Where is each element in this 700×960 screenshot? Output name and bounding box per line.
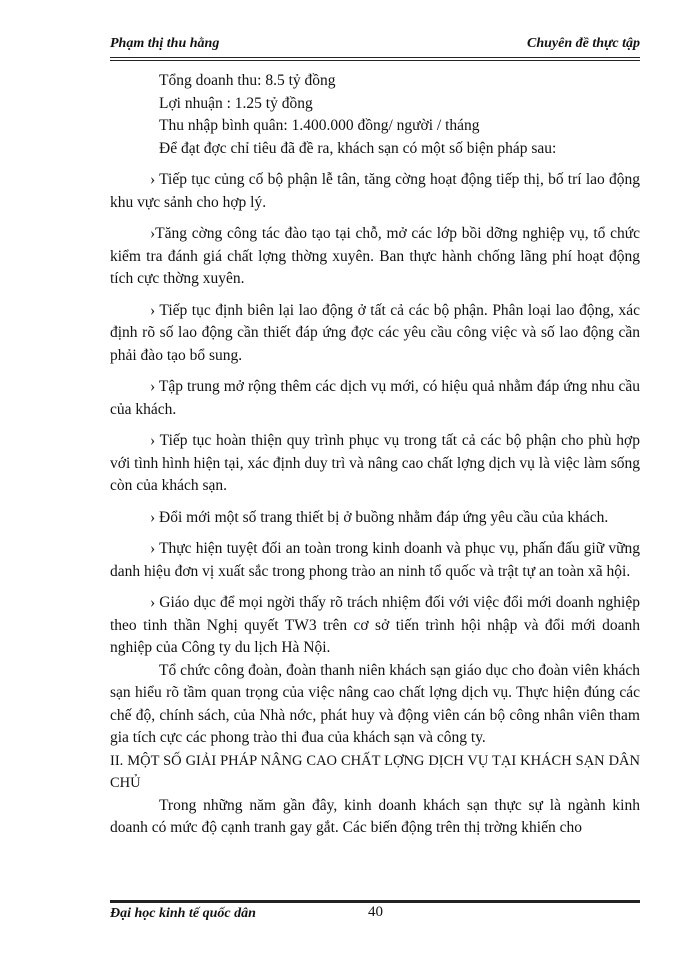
footer-rule xyxy=(110,900,640,903)
union-paragraph: Tổ chức công đoàn, đoàn thanh niên khách sạn giáo dục cho đoàn viên khách sạn hiểu rõ tầm quan trọng của việc nâng cao chất lợng dịch vụ. Thực hiện đúng các chế độ, chính sách, của Nhà nớc, phát huy và động viên cán bộ công nhân viên tham gia tích cực các phong trào thi đua của khách sạn và công ty. xyxy=(110,661,640,746)
income-line: Thu nhập bình quân: 1.400.000 đồng/ người / tháng xyxy=(159,117,480,134)
revenue-line: Tổng doanh thu: 8.5 tỷ đồng xyxy=(159,72,336,89)
measure-item: › Tiếp tục củng cố bộ phận lễ tân, tăng cờng hoạt động tiếp thị, bố trí lao động khu vực sảnh cho hợp lý. xyxy=(110,171,640,211)
document-body xyxy=(110,70,640,840)
page-number: 40 xyxy=(368,904,383,920)
measure-item: › Đổi mới một số trang thiết bị ở buồng nhằm đáp ứng yêu cầu của khách. xyxy=(150,508,609,526)
section-paragraph: Trong những năm gần đây, kinh doanh khách sạn thực sự là ngành kinh doanh có mức độ cạnh tranh gay gắt. Các biến động trên thị trờng khiến cho xyxy=(110,796,640,836)
intro-line: Để đạt đợc chỉ tiêu đã đề ra, khách sạn có một số biện pháp sau: xyxy=(159,139,557,157)
measure-item: › Thực hiện tuyệt đối an toàn trong kinh doanh và phục vụ, phấn đấu giữ vững danh hiệu đơn vị xuất sắc trong phong trào an ninh tổ quốc và trật tự an toàn xã hội. xyxy=(110,540,640,580)
section-heading: II. MỘT SỐ GIẢI PHÁP NÂNG CAO CHẤT LỢNG DỊCH VỤ TẠI KHÁCH SẠN DÂN CHỦ xyxy=(110,752,640,791)
page-header xyxy=(110,36,640,56)
header-rule-secondary xyxy=(110,60,640,61)
header-title: Chuyên đề thực tập xyxy=(526,36,640,51)
measure-item: ›Tăng cờng công tác đào tạo tại chỗ, mở các lớp bồi dỡng nghiệp vụ, tổ chức kiểm tra đánh giá chất lợng thờng xuyên. Ban thực hành chống lãng phí hoạt động tích cực thờng xuyên. xyxy=(110,225,640,287)
header-author: Phạm thị thu hằng xyxy=(110,36,220,51)
measure-item: › Giáo dục để mọi ngời thấy rõ trách nhiệm đối với việc đổi mới doanh nghiệp theo tinh thần Nghị quyết TW3 trên cơ sở tiến trình hội nhập và đổi mới doanh nghiệp của Công ty du lịch Hà Nội. xyxy=(110,594,640,656)
measure-item: › Tiếp tục hoàn thiện quy trình phục vụ trong tất cả các bộ phận cho phù hợp với tình hình hiện tại, xác định duy trì và nâng cao chất lợng dịch vụ là việc làm sống còn của khách sạn. xyxy=(110,432,640,494)
footer-university: Đại học kinh tế quốc dân xyxy=(110,906,256,921)
page-footer xyxy=(110,904,640,926)
header-rule xyxy=(110,57,640,58)
measure-item: › Tập trung mở rộng thêm các dịch vụ mới, có hiệu quả nhằm đáp ứng nhu cầu của khách. xyxy=(110,378,640,418)
profit-line: Lợi nhuận : 1.25 tỷ đồng xyxy=(159,94,313,112)
measure-item: › Tiếp tục định biên lại lao động ở tất cả các bộ phận. Phân loại lao động, xác định rõ số lao động cần thiết đáp ứng đợc các yêu cầu công việc và số lao động cần phải đào tạo bổ sung. xyxy=(110,301,640,364)
